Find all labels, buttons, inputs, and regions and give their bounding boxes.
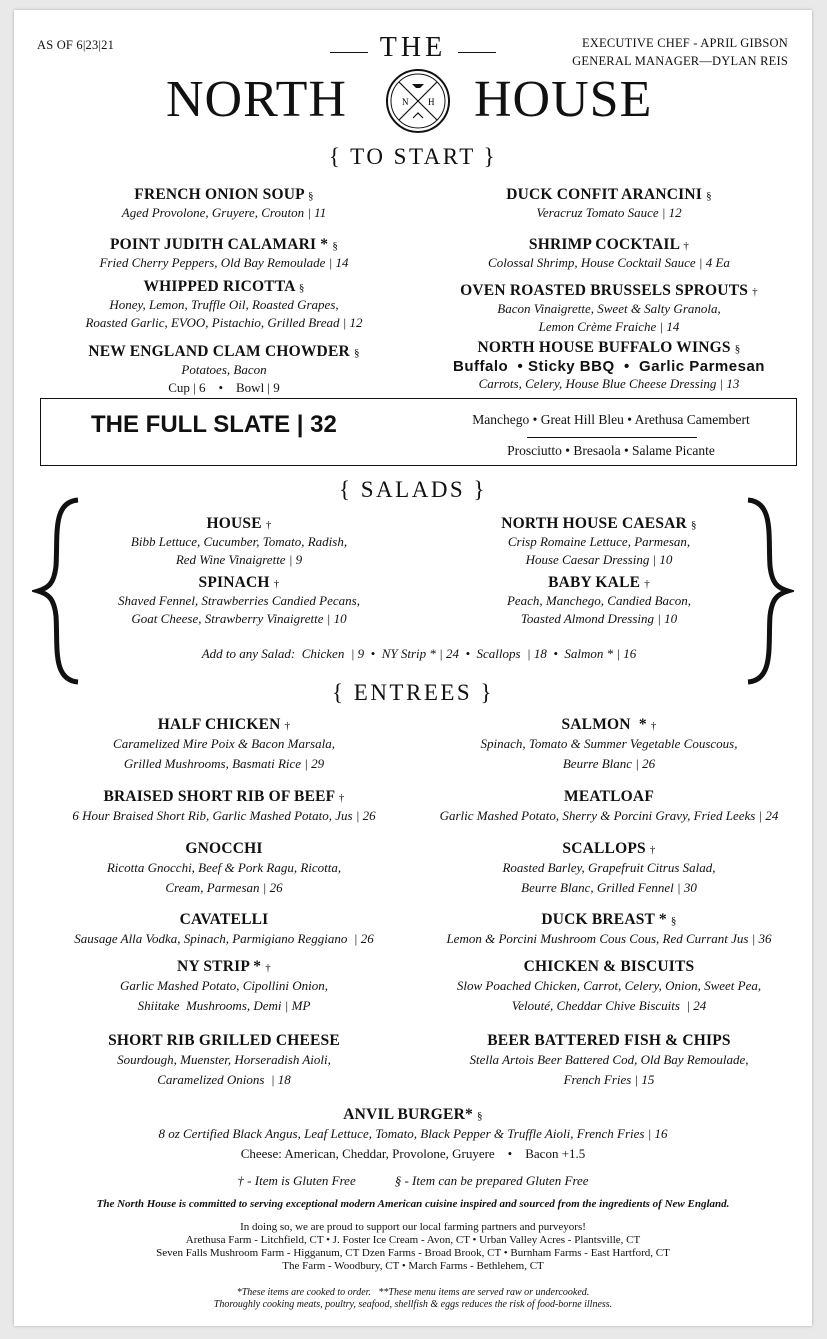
entree-cavatelli: CAVATELLI Sausage Alla Vodka, Spinach, Parmigiano Reggiano | 26 [74, 911, 374, 946]
menu-page [14, 10, 812, 1326]
section-entrees: { ENTREES } [331, 680, 495, 705]
svg-text:H: H [428, 97, 435, 107]
slate-cheeses: Manchego • Great Hill Bleu • Arethusa Camembert [472, 412, 750, 427]
general-manager: GENERAL MANAGER—DYLAN REIS [572, 54, 788, 68]
farm-partners: In doing so, we are proud to support our local farming partners and purveyors! Arethusa Farm - Litchfield, CT • J. Foster Ice Cream - Avon, CT • Urban Valley Acres - Plantsville, CT Seven Falls Mushroom Farm - Higganum, CT Dzen Farms - Broad Brook, CT • Burnham Farms - East Hartford, CT The Farm - Woodbury, CT • March Farms - Bethlehem, CT [156, 1221, 670, 1272]
gluten-legend [14, 1172, 812, 1190]
legend-can-be-gluten-free: § - Item can be prepared Gluten Free [394, 1173, 589, 1188]
slate-divider [527, 437, 697, 438]
mission-statement: The North House is committed to serving exceptional modern American cuisine inspired and sourced from the ingredients of New England. [96, 1198, 730, 1210]
title-north: NORTH [166, 71, 347, 128]
entree-salmon: SALMON * † Spinach, Tomato & Summer Vegetable Couscous, Beurre Blanc | 26 [480, 716, 738, 771]
item-whipped-ricotta: WHIPPED RICOTTA § Honey, Lemon, Truffle Oil, Roasted Grapes, Roasted Garlic, EVOO, Pistachio, Grilled Bread | 12 [85, 278, 363, 330]
salad-add-ons: Add to any Salad: Chicken | 9 • NY Strip * | 24 • Scallops | 18 • Salmon * | 16 [201, 646, 637, 661]
legend-gluten-free: † - Item is Gluten Free [237, 1173, 356, 1188]
salad-spinach: SPINACH † Shaved Fennel, Strawberries Candied Pecans, Goat Cheese, Strawberry Vinaigrette | 10 [118, 574, 360, 626]
entree-fish-chips: BEER BATTERED FISH & CHIPS Stella Artois Beer Battered Cod, Old Bay Remoulade, French Fries | 15 [469, 1032, 749, 1087]
entree-gnocchi: GNOCCHI Ricotta Gnocchi, Beef & Pork Ragu, Ricotta, Cream, Parmesan | 26 [106, 840, 342, 895]
salad-house: HOUSE † Bibb Lettuce, Cucumber, Tomato, Radish, Red Wine Vinaigrette | 9 [130, 515, 348, 567]
section-salads: { SALADS } [338, 477, 488, 502]
executive-chef: EXECUTIVE CHEF - APRIL GIBSON [581, 36, 788, 50]
food-safety-notice: *These items are cooked to order. **These menu items are served raw or undercooked. Thoroughly cooking meats, poultry, seafood, shellfish & eggs reduces the risk of food-borne illness. [213, 1287, 613, 1310]
the-heading: THE [14, 32, 812, 64]
entree-ny-strip: NY STRIP * † Garlic Mashed Potato, Cipollini Onion, Shiitake Mushrooms, Demi | MP [120, 958, 328, 1013]
title-house: HOUSE [474, 71, 653, 128]
entree-half-chicken: HALF CHICKEN † Caramelized Mire Poix & Bacon Marsala, Grilled Mushrooms, Basmati Rice | 29 [113, 716, 335, 771]
item-shrimp-cocktail: SHRIMP COCKTAIL † Colossal Shrimp, House Cocktail Sauce | 4 Ea [488, 236, 730, 270]
entree-duck-breast: DUCK BREAST * § Lemon & Porcini Mushroom Cous Cous, Red Currant Jus | 36 [446, 911, 772, 946]
full-slate-box [40, 398, 797, 466]
item-clam-chowder: NEW ENGLAND CLAM CHOWDER § Potatoes, Bacon Cup | 6 • Bowl | 9 [88, 343, 360, 395]
entree-grilled-cheese: SHORT RIB GRILLED CHEESE Sourdough, Muenster, Horseradish Aioli, Caramelized Onions | 18 [108, 1032, 340, 1087]
svg-text:N: N [402, 97, 409, 107]
item-buffalo-wings: NORTH HOUSE BUFFALO WINGS § Buffalo • Sticky BBQ • Garlic Parmesan Carrots, Celery, House Blue Cheese Dressing | 13 [453, 339, 765, 391]
slate-meats: Prosciutto • Bresaola • Salame Picante [507, 443, 715, 458]
north-house-logo [384, 67, 452, 135]
compass-logo-icon [384, 67, 452, 135]
entree-short-rib: BRAISED SHORT RIB OF BEEF † 6 Hour Braised Short Rib, Garlic Mashed Potato, Jus | 26 [72, 788, 376, 823]
item-french-onion-soup: FRENCH ONION SOUP § Aged Provolone, Gruyere, Crouton | 11 [121, 186, 327, 220]
entree-scallops: SCALLOPS † Roasted Barley, Grapefruit Citrus Salad, Beurre Blanc, Grilled Fennel | 30 [502, 840, 716, 895]
salad-baby-kale: BABY KALE † Peach, Manchego, Candied Bacon, Toasted Almond Dressing | 10 [506, 574, 692, 626]
entree-chicken-biscuits: CHICKEN & BISCUITS Slow Poached Chicken, Carrot, Celery, Onion, Sweet Pea, Velouté, Cheddar Chive Biscuits | 24 [456, 958, 762, 1013]
full-slate-title: THE FULL SLATE | 32 [91, 411, 337, 438]
item-duck-arancini: DUCK CONFIT ARANCINI § Veracruz Tomato Sauce | 12 [506, 186, 712, 220]
section-to-start: { TO START } [328, 144, 498, 169]
item-calamari: POINT JUDITH CALAMARI * § Fried Cherry Peppers, Old Bay Remoulade | 14 [99, 236, 349, 270]
as-of-date: AS OF 6|23|21 [37, 38, 115, 52]
item-brussels-sprouts: OVEN ROASTED BRUSSELS SPROUTS † Bacon Vinaigrette, Sweet & Salty Granola, Lemon Crème Fraiche | 14 [460, 282, 758, 334]
left-brace-icon [32, 496, 82, 691]
salad-caesar: NORTH HOUSE CAESAR § Crisp Romaine Lettuce, Parmesan, House Caesar Dressing | 10 [501, 515, 697, 567]
entree-anvil-burger: ANVIL BURGER* § 8 oz Certified Black Angus, Leaf Lettuce, Tomato, Black Pepper & Truffle Aioli, French Fries | 16 Cheese: American, Cheddar, Provolone, Gruyere • Bacon +1.5 [158, 1106, 668, 1161]
entree-meatloaf: MEATLOAF Garlic Mashed Potato, Sherry & Porcini Gravy, Fried Leeks | 24 [439, 788, 779, 823]
